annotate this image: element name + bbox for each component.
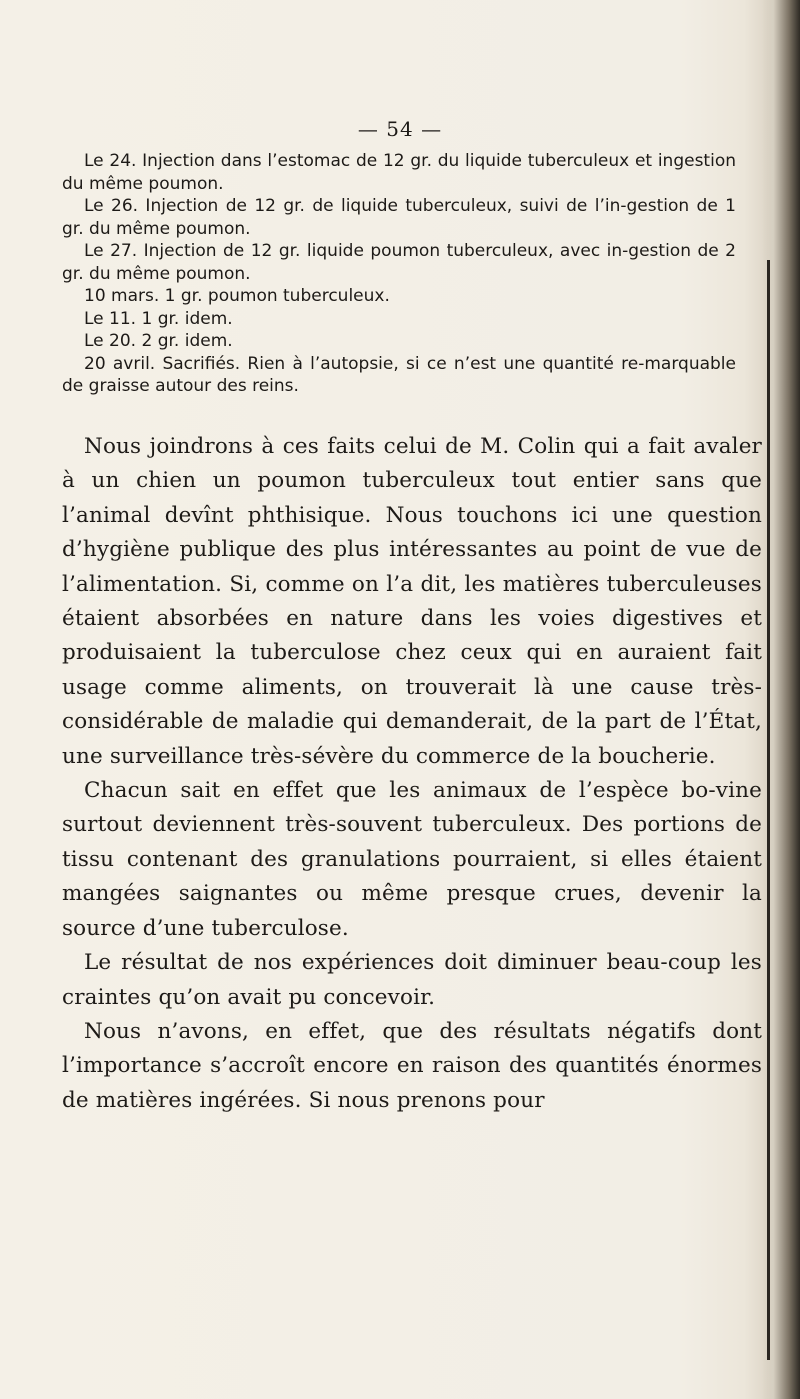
body-text xyxy=(62,430,762,1118)
paragraph: Chacun sait en effet que les animaux de l’espèce bo-vine surtout deviennent très-souvent tuberculeux. Des portions de tissu contenant des granulations pourraient, si elles étaient mangées saignantes ou même presque crues, devenir la source d’une tuberculose. xyxy=(62,778,762,941)
note-line: Le 20. 2 gr. idem. xyxy=(84,331,233,351)
paragraph: Le résultat de nos expériences doit diminuer beau-coup les craintes qu’on avait pu concevoir. xyxy=(62,950,762,1010)
binding-edge xyxy=(767,260,770,1360)
paragraph: Nous n’avons, en effet, que des résultats négatifs dont l’importance s’accroît encore en raison des quantités énormes de matières ingérées. Si nous prenons pour xyxy=(62,1018,762,1113)
paragraph: Nous joindrons à ces faits celui de M. Colin qui a fait avaler à un chien un poumon tuberculeux tout entier sans que l’animal devînt phthisique. Nous touchons ici une question d’hygiène publique des plus intéressantes au point de vue de l’alimentation. Si, comme on l’a dit, les matières tuberculeuses étaient absorbées en nature dans les voies digestives et produisaient la tuberculose chez ceux qui en auraient fait usage comme aliments, on trouverait là une cause très-considérable de maladie qui demanderait, de la part de l’État, une surveillance très-sévère du commerce de la boucherie. xyxy=(62,434,762,769)
experiment-notes xyxy=(62,150,736,398)
note-line: 10 mars. 1 gr. poumon tuberculeux. xyxy=(84,286,390,306)
note-line: 20 avril. Sacrifiés. Rien à l’autopsie, si ce n’est une quantité re-marquable de graisse autour des reins. xyxy=(62,353,736,396)
note-line: Le 26. Injection de 12 gr. de liquide tuberculeux, suivi de l’in-gestion de 1 gr. du même poumon. xyxy=(62,196,736,239)
page-number: — 54 — xyxy=(357,117,443,141)
note-line: Le 27. Injection de 12 gr. liquide poumon tuberculeux, avec in-gestion de 2 gr. du même poumon. xyxy=(62,241,736,284)
note-line: Le 11. 1 gr. idem. xyxy=(84,308,233,329)
note-line: Le 24. Injection dans l’estomac de 12 gr. du liquide tuberculeux et ingestion du même poumon. xyxy=(62,151,736,194)
